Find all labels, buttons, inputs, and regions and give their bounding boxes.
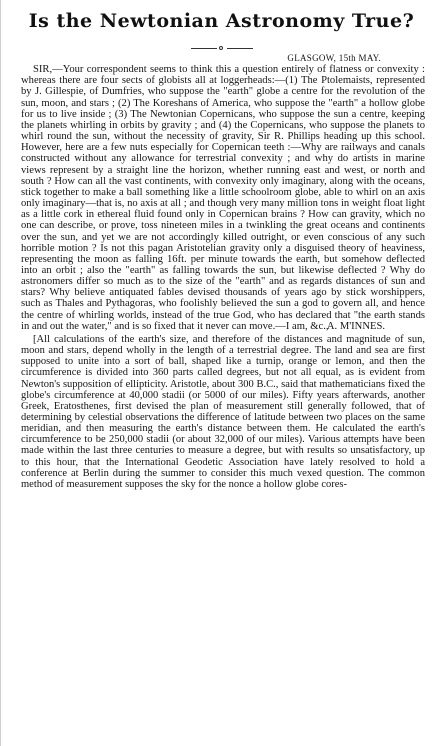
- divider-line-left: [191, 48, 217, 49]
- dateline: GLASGOW, 15th MAY.: [287, 53, 381, 63]
- divider-dot: [219, 46, 223, 50]
- letter-text: SIR,—Your correspondent seems to think this a question entirely of flatness or convexity : whereas there are four sects of globists all at loggerheads:—(1) The Ptolemaists, represented by J. Gillespie, of Dumfries, who suppose the "earth" globe a centre for the revolution of the sun, moon, and stars ; (2) The Koreshans of America, who suppose the "earth" a hollow globe for us to live inside ; (3) The Newtonian Copernicans, who suppose the sun a centre, keeping the planets whirling in orbits by gravity ; and (4) the Copernicans, who suppose the planets to whirl round the sun, without the necessity of gravity, Sir R. Phillips heading up this school. However, here are a few nuts especially for Copernican teeth :—Why are railways and canals constructed without any allowance for terrestrial convexity ; and why do artists in marine views represent by a straight line the horizon, whether running east and west, or north and south ? How can all the vast continents, with convexity only imaginary, along with the oceans, stick together to make a ball something like a little schoolroom globe, able to whirl on an axis only imaginary—that is, no axis at all ; and though very many million tons in weight float light as a little cork in ethereal fluid found only in Copernican brains ? How can gravity, which no one can describe, or prove, toss nineteen miles in a twinkling the great oceans and continents over the sun, and yet we are not accordingly killed outright, or even conscious of any such horrible motion ? Is not this pagan Aristotelian gravity only a disguised theory of heaviness, representing the moon as falling 16ft. per minute towards the earth, but somehow deflected into an orbit ; also the "earth" as falling towards the sun, but likewise deflected ? Why do astronomers differ so much as to the size of the "earth" and as regards distances of sun and stars? Why believe antiquated fables devised thousands of years ago by stick worshippers, such as Thales and Pythagoras, who foolishly believed the sun a god to govern all, and hence the centre of whirling worlds, instead of the true God, who has declared that "the earth stands in and out the water," and is so fixed that it never can move.—I am, &c.,: [21, 64, 425, 332]
- divider-line-right: [227, 48, 253, 49]
- article-title: Is the Newtonian Astronomy True?: [28, 10, 415, 32]
- editorial-note: [All calculations of the earth's size, and therefore of the distances and magnitude of sun, moon and stars, depend wholly in the length of a terrestrial degree. The land and sea are first supposed to unite into a sort of ball, shaped like a turnip, orange or lemon, and then the circumference is divided into 360 parts called degrees, but not all equal, as is evident from Newton's supposition of ellipticity. Aristotle, about 300 B.C., said that mathematicians fixed the globe's circumference at 40,000 stadii (or 5000 of our miles). Fifty years afterwards, another Greek, Eratosthenes, first devised the plan of measurement still generally followed, that of determining by celestial observations the difference of latitude between two places on the same meridian, and then measuring the earth's distance between them. He calculated the earth's circumference to be 250,000 stadii (or about 32,000 of our miles). Various attempts have been made within the last three centuries to measure a degree, but with results so unsatisfactory, up to this hour, that the International Geodetic Association have lately resolved to hold a conference at Berlin during the summer to consider this much vexed question. The common method of measurement supposes the sky for the nonce a hollow globe cores-: [21, 333, 425, 490]
- signature: A. M'INNES.: [326, 320, 385, 332]
- article-body: [21, 53, 425, 490]
- letter-paragraph: [21, 64, 425, 332]
- title-ornament-divider: [191, 46, 253, 50]
